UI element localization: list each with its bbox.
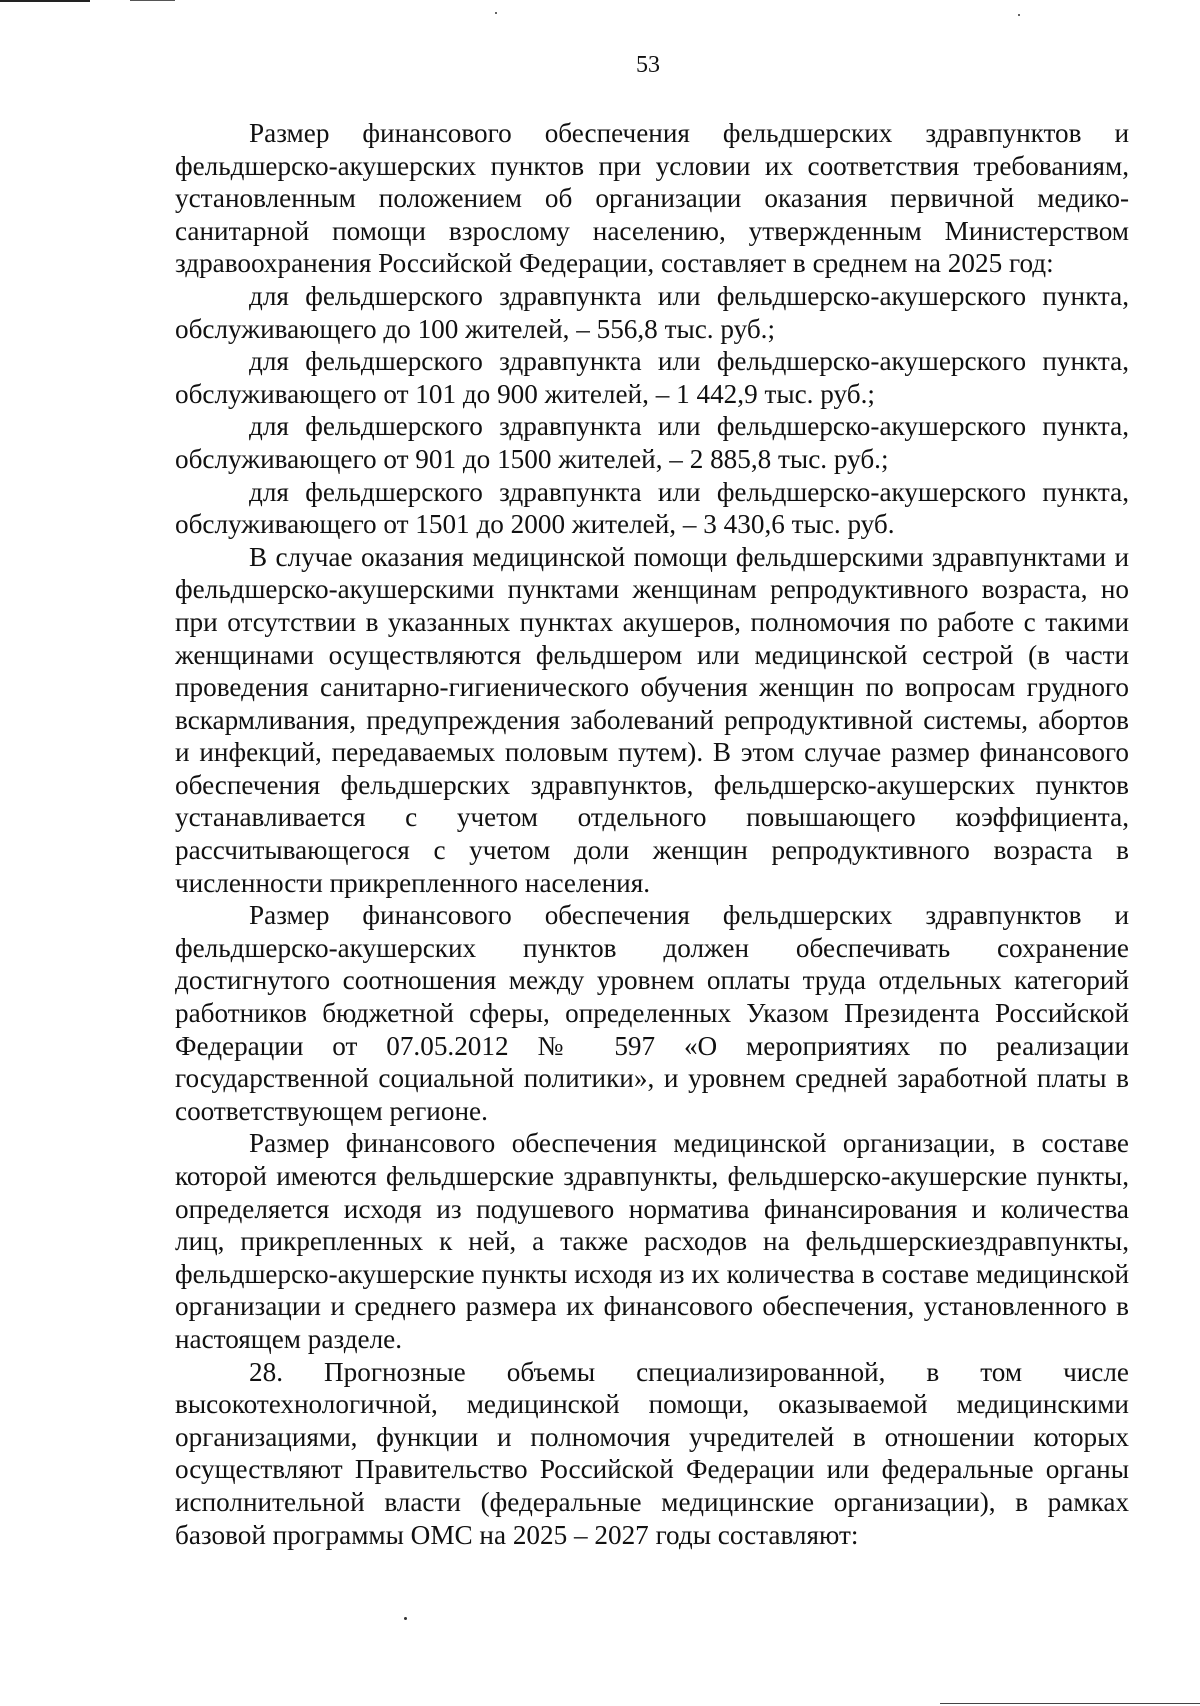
paragraph-org-funding: Размер финансового обеспечения медицинской организации, в составе которой имеются фельдшерские здравпункты, фельдшерско-акушерские пункты, определяется исходя из подушевого норматива финансирования и количества лиц, прикрепленных к ней, а также расходов на фельдшерскиездравпункты, фельдшерско-акушерские пункты исходя из их количества в составе медицинской организации и среднего размера их финансового обеспечения, установленного в настоящем разделе. <box>175 1128 1129 1354</box>
paragraph-salary-ratio: Размер финансового обеспечения фельдшерских здравпунктов и фельдшерско-акушерских пунктов должен обеспечивать сохранение достигнутого соотношения между уровнем оплаты труда отдельных категорий работников бюджетной сферы, определенных Указом Президента Российской Федерации от 07.05.2012 № 597 «О мероприятиях по реализации государственной социальной политики», и уровнем средней заработной платы в соответствующем регионе. <box>175 900 1129 1126</box>
scan-edge-mark <box>0 0 90 2</box>
paragraph-fap-101-900: для фельдшерского здравпункта или фельдшерско-акушерского пункта, обслуживающего от 101 до 900 жителей, – 1 442,9 тыс. руб.; <box>175 346 1129 409</box>
scan-edge-mark <box>940 1703 1200 1704</box>
scan-speck <box>1018 14 1020 16</box>
page-number: 53 <box>636 52 660 78</box>
scan-edge-mark <box>130 0 175 1</box>
paragraph-fap-funding-intro: Размер финансового обеспечения фельдшерских здравпунктов и фельдшерско-акушерских пунктов при условии их соответствия требованиям, установленным положением об организации оказания первичной медико-санитарной помощи взрослому населению, утвержденным Министерством здравоохранения Российской Федерации, составляет в среднем на 2025 год: <box>175 118 1129 279</box>
scan-speck <box>495 12 497 14</box>
paragraph-fap-1501-2000: для фельдшерского здравпункта или фельдшерско-акушерского пункта, обслуживающего от 1501 до 2000 жителей, – 3 430,6 тыс. руб. <box>175 476 1129 540</box>
paragraph-fap-up-to-100: для фельдшерского здравпункта или фельдшерско-акушерского пункта, обслуживающего до 100 жителей, – 556,8 тыс. руб.; <box>175 280 1129 344</box>
paragraph-fap-901-1500: для фельдшерского здравпункта или фельдшерско-акушерского пункта, обслуживающего от 901 до 1500 жителей, – 2 885,8 тыс. руб.; <box>175 411 1129 474</box>
paragraph-item-28: 28. Прогнозные объемы специализированной, в том числе высокотехнологичной, медицинской помощи, оказываемой медицинскими организациями, функции и полномочия учредителей в отношении которых осуществляют Правительство Российской Федерации или федеральные органы исполнительной власти (федеральные медицинские организации), в рамках базовой программы ОМС на 2025 – 2027 годы составляют: <box>175 1356 1129 1550</box>
paragraph-reproductive-age-women: В случае оказания медицинской помощи фельдшерскими здравпунктами и фельдшерско-акушерскими пунктами женщинам репродуктивного возраста, но при отсутствии в указанных пунктах акушеров, полномочия по работе с такими женщинами осуществляются фельдшером или медицинской сестрой (в части проведения санитарно-гигиенического обучения женщин по вопросам грудного вскармливания, предупреждения заболеваний репродуктивной системы, абортов и инфекций, передаваемых половым путем). В этом случае размер финансового обеспечения фельдшерских здравпунктов, фельдшерско-акушерских пунктов устанавливается с учетом отдельного повышающего коэффициента, рассчитывающегося с учетом доли женщин репродуктивного возраста в численности прикрепленного населения. <box>175 541 1129 898</box>
document-body <box>175 117 1129 1551</box>
scan-speck <box>404 1617 407 1620</box>
